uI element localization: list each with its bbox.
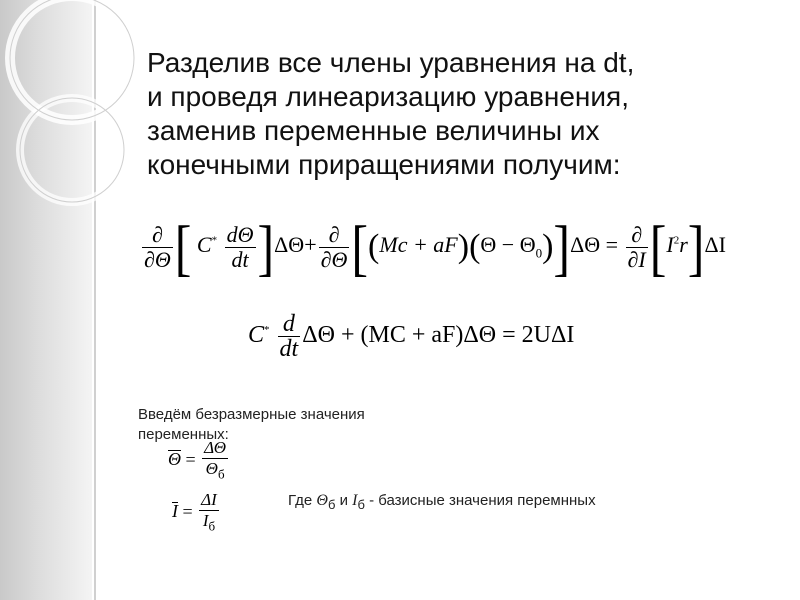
basis-values-note: Где Θб и Iб - базисные значения перемнных [288,492,596,512]
d-dt-frac: $\frac{d}{dt}$ [279,311,299,362]
heading-line-3: заменив переменные величины их [147,115,600,146]
partial-frac-3: $\frac{\partial}{\partial I}$ [627,221,646,272]
partial-frac-2: $\frac{\partial}{\partial\Theta}$ [320,221,348,272]
theta-dimensionless: Θ = $\frac{\Delta\Theta}{\Theta_б}$ [168,438,227,482]
dtheta-dt-frac: $\frac{d\Theta}{dt}$ [226,221,254,272]
equation-simplified: C* $\frac{d}{dt}$ ΔΘ + (MC + aF)ΔΘ = 2UΔI [248,311,575,362]
bracket-right: ] [257,212,275,282]
equation-linearized: $\frac{\partial}{\partial\Theta}$ [ C* $\frac{d\Theta}{dt}$ ]ΔΘ+ $\frac{\partial}{\partial\Theta}$ $[(Mc + aF)(\Theta - \Theta_0)]\Delta\Theta$ = $\frac{\partial}{\partial I}$ $[I^2r]\Delta I$ [144,212,726,282]
current-dimensionless: I = $\frac{\Delta I}{I_б}$ [172,490,217,534]
dimensionless-note: Введём безразмерные значения переменных: [138,406,365,443]
slide-heading [147,46,787,182]
heading-line-4: конечными приращениями получим: [147,149,621,180]
heading-line-2: и проведя линеаризацию уравнения, [147,81,629,112]
heading-line-1: Разделив все члены уравнения на dt, [147,47,635,78]
bracket-left: [ [174,212,192,282]
partial-frac-1: $\frac{\partial}{\partial\Theta}$ [144,221,171,272]
